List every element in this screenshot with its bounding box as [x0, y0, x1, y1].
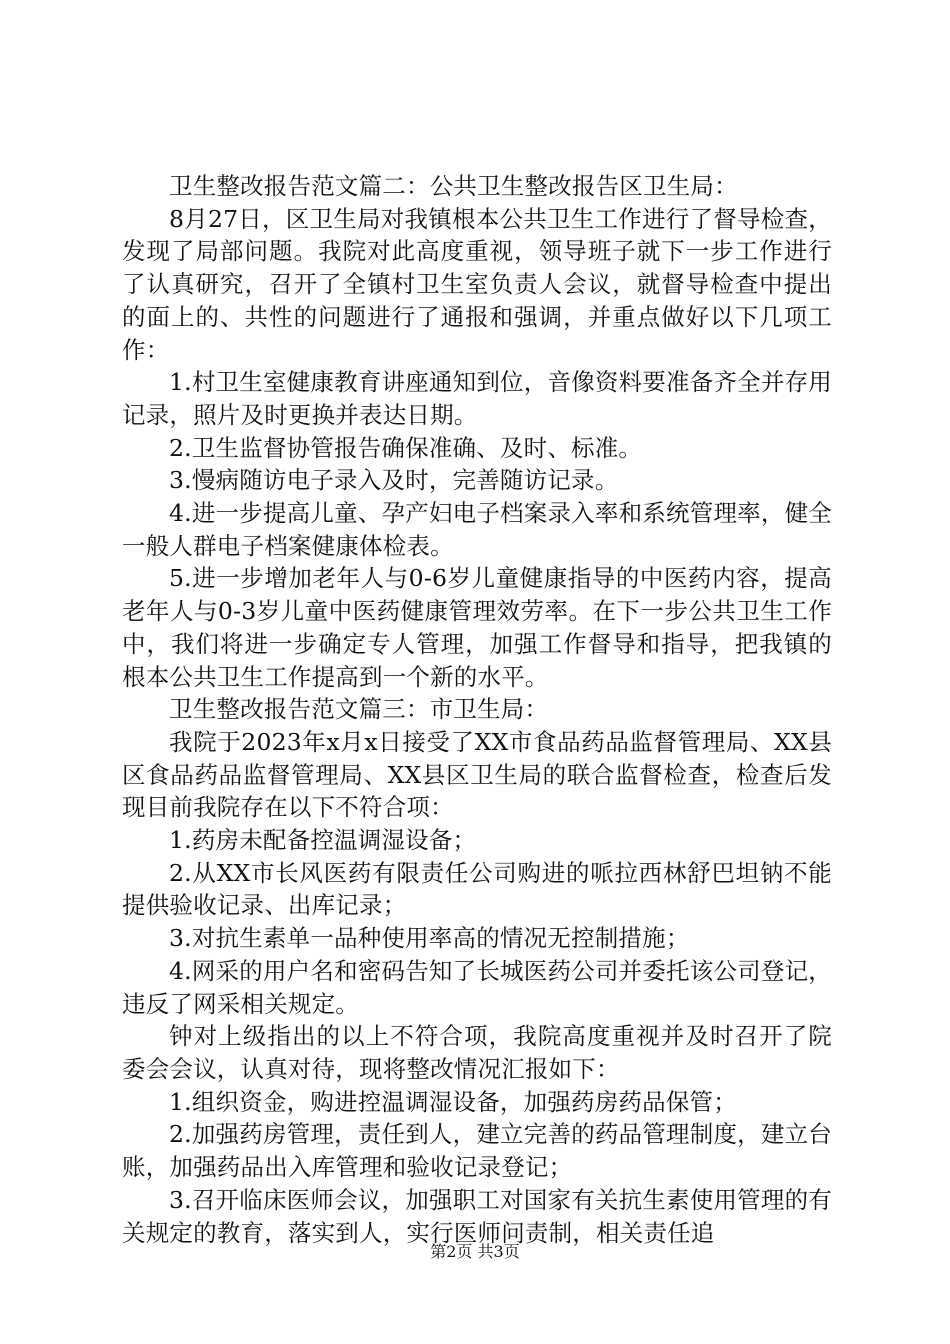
heading-section-2: 卫生整改报告范文篇二：公共卫生整改报告区卫生局： — [169, 172, 738, 200]
paragraph: 8月27日，区卫生局对我镇根本公共卫生工作进行了督导检查，发现了局部问题。我院对此高度重视，领导班子就下一步工作进行了认真研究，召开了全镇村卫生室负责人会议，就督导检查中提出的面上的、共性的问题进行了通报和强调，并重点做好以下几项工作： — [122, 204, 832, 364]
list-item: 3.召开临床医师会议，加强职工对国家有关抗生素使用管理的有关规定的教育，落实到人，实行医师问责制，相关责任追 — [122, 1185, 832, 1247]
page-footer: 第2页 共3页 — [430, 1242, 520, 1261]
list-item: 3.对抗生素单一品种使用率高的情况无控制措施； — [169, 924, 690, 953]
paragraph: 我院于2023年x月x日接受了XX市食品药品监督管理局、XX县区食品药品监督管理局、XX县区卫生局的联合监督检查，检查后发现目前我院存在以下不符合项： — [122, 727, 832, 822]
list-item: 2.卫生监督协管报告确保准确、及时、标准。 — [169, 433, 643, 462]
list-item: 1.村卫生室健康教育讲座通知到位，音像资料要准备齐全并存用记录，照片及时更换并表达日期。 — [122, 368, 832, 429]
list-item: 1.药房未配备控温调湿设备； — [169, 826, 477, 855]
list-item: 2.从XX市长风医药有限责任公司购进的哌拉西林舒巴坦钠不能提供验收记录、出库记录； — [122, 858, 832, 920]
list-item: 5.进一步增加老年人与0-6岁儿童健康指导的中医药内容，提高老年人与0-3岁儿童中医药健康管理效劳率。在下一步公共卫生工作中，我们将进一步确定专人管理，加强工作督导和指导，把我镇的根本公共卫生工作提高到一个新的水平。 — [122, 564, 832, 691]
list-item: 4.网采的用户名和密码告知了长城医药公司并委托该公司登记，违反了网采相关规定。 — [122, 956, 832, 1018]
list-item: 2.加强药房管理，责任到人，建立完善的药品管理制度，建立台账，加强药品出入库管理和验收记录登记； — [122, 1120, 832, 1182]
heading-section-3: 卫生整改报告范文篇三：市卫生局： — [169, 695, 549, 724]
list-item: 4.进一步提高儿童、孕产妇电子档案录入率和系统管理率，健全一般人群电子档案健康体检表。 — [122, 499, 832, 560]
list-item: 1.组织资金，购进控温调湿设备，加强药房药品保管； — [169, 1087, 737, 1116]
document-body — [122, 170, 832, 1249]
paragraph: 钟对上级指出的以上不符合项，我院高度重视并及时召开了院委会会议，认真对待，现将整改情况汇报如下： — [122, 1022, 832, 1083]
list-item: 3.慢病随访电子录入及时，完善随访记录。 — [169, 466, 619, 495]
